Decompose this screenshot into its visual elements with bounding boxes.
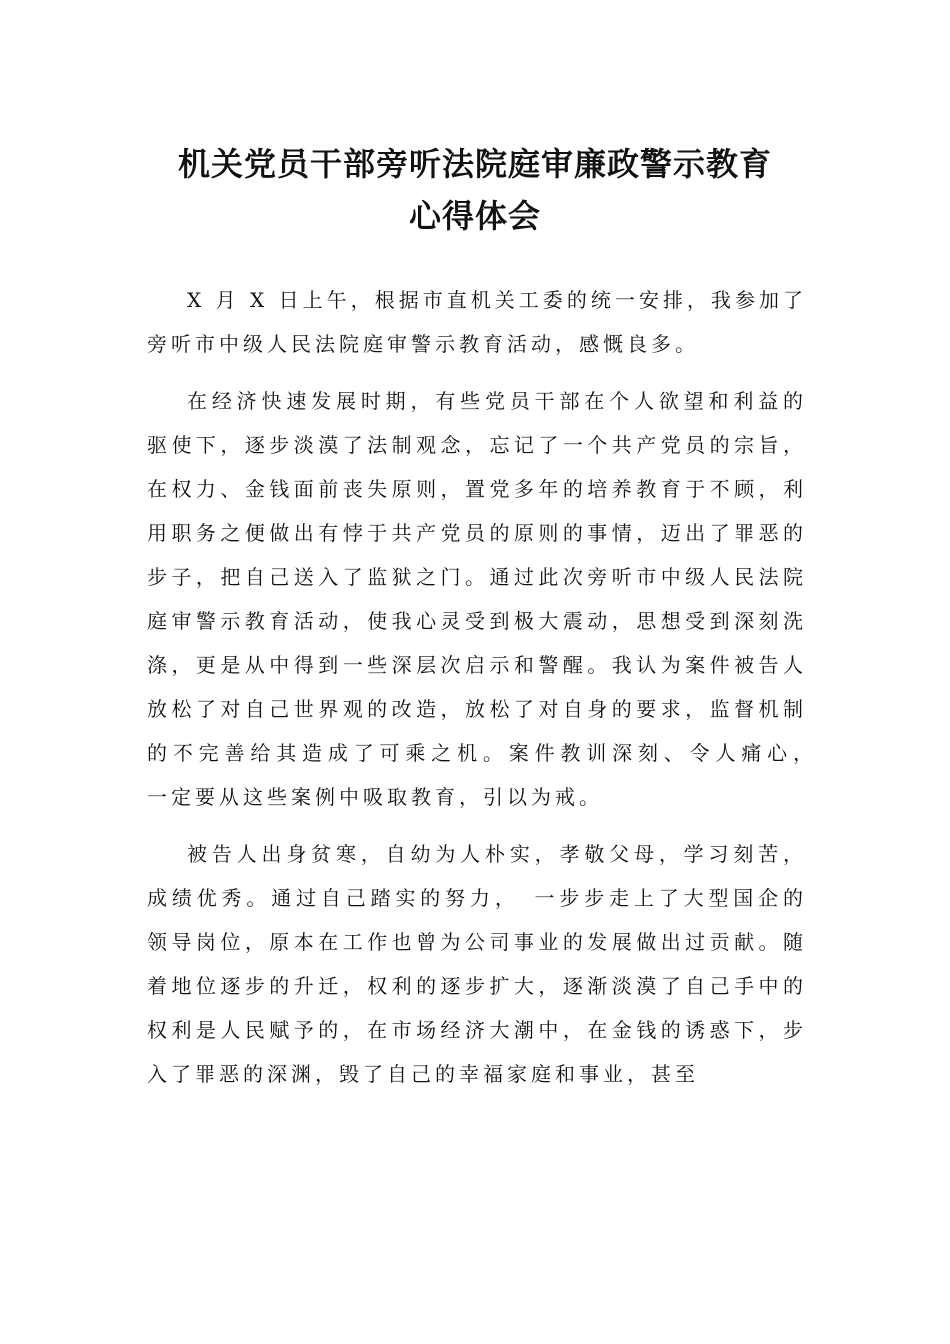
document-title (120, 138, 830, 242)
document-body (147, 278, 831, 1109)
paragraph-3: 被告人出身贫寒，自幼为人朴实，孝敬父母，学习刻苦，成绩优秀。通过自己踏实的努力， 一步步走上了大型国企的领导岗位，原本在工作也曾为公司事业的发展做出过贡献。随着地位逐步的升迁，权利的逐步扩大，逐渐淡漠了自己手中的权利是人民赋予的，在市场经济大潮中，在金钱的诱惑下，步入了罪恶的深渊，毁了自己的幸福家庭和事业，甚至 (147, 842, 807, 1086)
paragraph-2: 在经济快速发展时期，有些党员干部在个人欲望和利益的驱使下，逐步淡漠了法制观念，忘记了一个共产党员的宗旨，在权力、金钱面前丧失原则，置党多年的培养教育于不顾，利用职务之便做出有悖于共产党员的原则的事情，迈出了罪恶的步子，把自己送入了监狱之门。通过此次旁听市中级人民法院庭审警示教育活动，使我心灵受到极大震动，思想受到深刻洗涤，更是从中得到一些深层次启示和警醒。我认为案件被告人放松了对自己世界观的改造，放松了对自身的要求，监督机制的不完善给其造成了可乘之机。案件教训深刻、令人痛心， 一定要从这些案例中吸取教育，引以为戒。 (147, 389, 831, 809)
paragraph-1: X 月 X 日上午，根据市直机关工委的统一安排，我参加了旁听市中级人民法院庭审警示教育活动，感慨良多。 (147, 288, 807, 356)
title-line-2: 心得体会 (408, 197, 541, 235)
title-line-1: 机关党员干部旁听法院庭审廉政警示教育 (177, 145, 772, 183)
